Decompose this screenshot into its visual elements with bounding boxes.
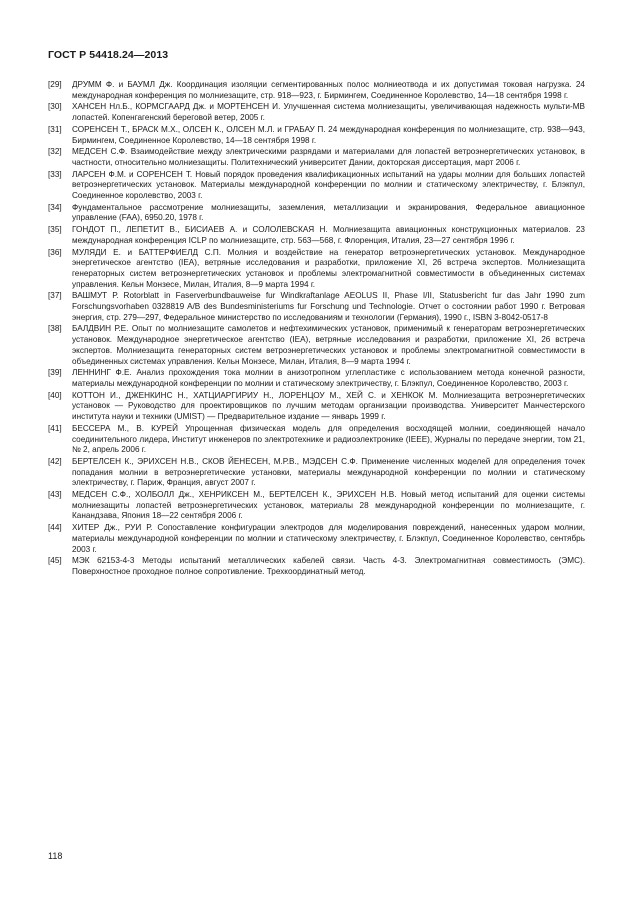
reference-number: [44] — [48, 523, 62, 533]
page-number: 118 — [48, 851, 63, 861]
reference-text: ХАНСЕН Нл.Б., КОРМСГААРД Дж. и МОРТЕНСЕН И. Улучшенная система молниезащиты, увеличивающая надежность мульти-МВ лопастей. Копенгагенский береговой ветер, 2005 г. — [72, 102, 585, 123]
reference-item — [48, 225, 585, 246]
reference-number: [41] — [48, 423, 62, 433]
reference-number: [38] — [48, 324, 62, 334]
reference-item — [48, 424, 585, 456]
reference-item — [48, 125, 585, 146]
reference-text: ГОНДОТ П., ЛЕПЕТИТ В., БИСИАЕВ А. и СОЛОЛЕВСКАЯ Н. Молниезащита авиационных конструкционных материалов. 23 международная конференция ICLP по молниезащите, стр. 563—568, г. Флоренция, Италия, 23—27 сентября 1996 г. — [72, 225, 585, 245]
reference-number: [43] — [48, 490, 62, 500]
reference-text: МЭК 62153-4-3 Методы испытаний металлических кабелей связи. Часть 4-3. Электромагнитная совместимость (ЭМС). Поверхностное проходное полное сопротивление. Трехкоординатный метод. — [72, 556, 585, 576]
reference-text: МЕДСЕН С.Ф., ХОЛБОЛЛ Дж., ХЕНРИКСЕН М., БЕРТЕЛСЕН К., ЭРИХСЕН Н.В. Новый метод испытаний для оценки системы молниезащиты лопастей ветроэнергетических установок, материалы 28 международной конференции по молниезащите, г. Канандзава, Япония 18—22 сентября 2006 г. — [72, 490, 585, 521]
reference-text: БАЛДВИН Р.Е. Опыт по молниезащите самолетов и нефтехимических установок, применимый к генераторам ветроэнергетических установок. Международное энергетическое агентство (IEA), ветряные исследования и разработки, приложение XI, 26 встреча экспертов. Молниезащита генераторных систем ветроэнергетических установок и проблемы электромагнитной совместимости в объединенных системах управления. Кельн Монзесе, Милан, Италия, 8—9 марта 1994 г. — [72, 324, 585, 366]
reference-number: [37] — [48, 291, 62, 301]
reference-text: Фундаментальное рассмотрение молниезащиты, заземления, металлизации и экранирования, Федеральное авиационное управление (FAA), 6950.20, 1978 г. — [72, 202, 585, 223]
reference-text: ДРУММ Ф. и БАУМЛ Дж. Координация изоляции сегментированных полос молниеотвода и их допустимая токовая нагрузка. 24 международная конференция по молниезащите, стр. 918—923, г. Бирмингем, Соединенное Королевство, 14—18 сентября 1998 г. — [72, 80, 585, 100]
reference-item — [48, 457, 585, 489]
reference-number: [32] — [48, 147, 62, 157]
reference-text: ВАШМУТ Р. Rotorblatt in Faserverbundbauweise fur Windkraftanlage AEOLUS II, Phase I/II, Statusbericht fur das Jahr 1990 zum Forschungsvorhaben 0328819 A/B des Bundesministeriums fur Forschung und Technologie. Отчет о состоянии работ 1990 г. Ветровая энергия, стр. 279—297, Федеральное министерство по исследованиям и технологии (Германия), 1990 г., ISBN 3-8042-0517-8 — [72, 291, 585, 322]
reference-item — [48, 147, 585, 168]
reference-number: [31] — [48, 124, 62, 134]
reference-item — [48, 102, 585, 123]
reference-item — [48, 80, 585, 101]
reference-number: [30] — [48, 102, 62, 112]
reference-item — [48, 490, 585, 522]
reference-number: [35] — [48, 225, 62, 235]
reference-text: БЕРТЕЛСЕН К., ЭРИХСЕН Н.В., СКОВ ЙЕНЕСЕН, М.Р.В., МЭДСЕН С.Ф. Применение численных моделей для определения точек попадания молнии в ветроэнергетические установки, материалы международной конференции по молнии и статическому электричеству, г. Париж, Франция, август 2007 г. — [72, 456, 585, 488]
reference-item — [48, 391, 585, 423]
reference-text: БЕССЕРА М., В. КУРЕЙ Упрощенная физическая модель для определения восходящей молнии, соединяющей начало соединительного лидера, Институт инженеров по электротехнике и радиоэлектронике (IEEE), Журналы по передаче энергии, том 21, № 2, апрель 2006 г. — [72, 423, 585, 455]
reference-item — [48, 248, 585, 291]
reference-item — [48, 291, 585, 323]
reference-number: [45] — [48, 556, 62, 566]
reference-item — [48, 324, 585, 367]
reference-item — [48, 368, 585, 389]
reference-number: [29] — [48, 80, 62, 89]
reference-item — [48, 523, 585, 555]
reference-number: [36] — [48, 247, 62, 257]
reference-text: СОРЕНСЕН Т., БРАСК М.Х., ОЛСЕН К., ОЛСЕН М.Л. и ГРАБАУ П. 24 международная конференция по молниезащите, стр. 938—943, Бирмингем, Соединенное Королевство, 14—18 сентября 1998 г. — [72, 124, 585, 145]
reference-number: [40] — [48, 390, 62, 400]
reference-number: [33] — [48, 169, 62, 179]
reference-number: [34] — [48, 202, 62, 212]
reference-text: КОТТОН И., ДЖЕНКИНС Н., ХАТЦИАРГИРИУ Н., ЛОРЕНЦОУ М., ХЕЙ С. и ХЕНКОК М. Молниезащита ветроэнергетических установок — Руководство для проектировщиков по лучшим методам организации производства. Университет Манчестерского института науки и техники (UMIST) — Предварительное издание — январь 1999 г. — [72, 390, 585, 422]
reference-text: МУЛЯДИ Е. и БАТТЕРФИЕЛД С.П. Молния и воздействие на генератор ветроэнергетических установок. Международное энергетическое агентство (IEA), ветряные исследования и разработки, приложение XI, 26 встреча экспертов. Молниезащита генераторных систем ветроэнергетических установок и проблемы электромагнитной совместимости в объединенных системах управления. Кельн Монзесе, Милан, Италия, 8—9 марта 1994 г. — [72, 247, 585, 289]
reference-text: ХИТЕР Дж., РУИ Р. Сопоставление конфигурации электродов для моделирования повреждений, нанесенных ударом молнии, материалы международной конференции по молнии и статическому электричеству, г. Блэкпул, Соединенное Королевство, сентябрь 2003 г. — [72, 523, 585, 554]
reference-number: [42] — [48, 456, 62, 466]
reference-text: ЛЕННИНГ Ф.Е. Анализ прохождения тока молнии в анизотропном углепластике с использованием метода конечной разности, материалы международной конференции по молнии и статическому электричеству, г. Блэкпул, Соединенное Королевство, 2003 г. — [72, 368, 585, 388]
reference-item — [48, 170, 585, 202]
reference-list — [48, 80, 585, 579]
reference-item — [48, 203, 585, 224]
reference-text: ЛАРСЕН Ф.М. и СОРЕНСЕН Т. Новый порядок проведения квалификационных испытаний на удары молнии для больших лопастей ветроэнергетических установок. Материалы международной конференции по молнии и статическому электричеству, г. Блэкпул, Соединенное королевство, 2003 г. — [72, 169, 585, 201]
reference-text: МЕДСЕН С.Ф. Взаимодействие между электрическими разрядами и материалами для лопастей ветроэнергетических установок, в частности, относительно молниезащиты. Политехнический университет Дании, докторская диссертация, март 2006 г. — [72, 147, 585, 167]
page-header: ГОСТ Р 54418.24—2013 — [48, 49, 169, 61]
reference-number: [39] — [48, 368, 62, 378]
reference-item — [48, 556, 585, 577]
